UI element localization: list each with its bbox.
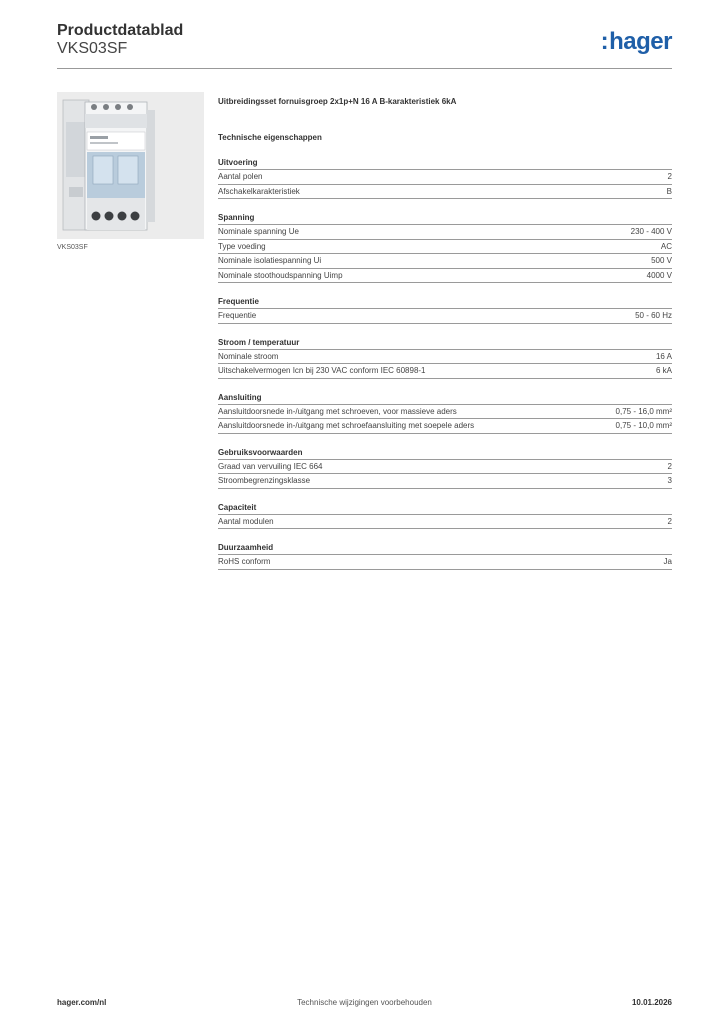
- spec-row: [218, 225, 672, 240]
- spec-group: [218, 447, 672, 489]
- page-footer: [57, 998, 672, 1010]
- spec-group: [218, 296, 672, 324]
- spec-row: [218, 350, 672, 365]
- spec-row: [218, 170, 672, 185]
- footer-website: hager.com/nl: [57, 998, 107, 1007]
- spec-label: Aantal modulen: [218, 516, 274, 526]
- hager-logo: [601, 28, 672, 56]
- page-header: [57, 20, 672, 70]
- spec-value: 230 - 400 V: [630, 227, 672, 236]
- spec-row: [218, 419, 672, 434]
- product-code: VKS03SF: [57, 40, 128, 57]
- spec-row: [218, 254, 672, 269]
- product-description: Uitbreidingsset fornuisgroep 2x1p+N 16 A B-karakteristiek 6kA: [218, 97, 457, 106]
- spec-value: 2: [667, 461, 672, 471]
- spec-group-title: Duurzaamheid: [218, 542, 672, 555]
- spec-label: Aantal polen: [218, 172, 263, 181]
- spec-group-title: Frequentie: [218, 296, 672, 309]
- spec-label: Uitschakelvermogen Icn bij 230 VAC conform IEC 60898-1: [218, 366, 426, 375]
- spec-row: [218, 405, 672, 420]
- spec-row: [218, 515, 672, 530]
- spec-row: [218, 460, 672, 475]
- specifications: [218, 96, 672, 570]
- spec-value: 4000 V: [646, 270, 672, 280]
- spec-label: Graad van vervuiling IEC 664: [218, 461, 323, 471]
- logo-text: hager: [609, 28, 672, 55]
- spec-group-title: Aansluiting: [218, 392, 672, 405]
- spec-row: [218, 185, 672, 200]
- spec-group: [218, 212, 672, 283]
- spec-label: Nominale spanning Ue: [218, 227, 299, 236]
- spec-row: [218, 240, 672, 255]
- spec-value: 6 kA: [655, 366, 672, 375]
- spec-row: [218, 364, 672, 379]
- document-title: Productdatablad: [57, 22, 184, 39]
- spec-group-title: Uitvoering: [218, 157, 672, 170]
- footer-notice: Technische wijzigingen voorbehouden: [297, 998, 432, 1007]
- footer-date: 10.01.2026: [631, 998, 672, 1007]
- spec-group: [218, 157, 672, 199]
- spec-group-title: Capaciteit: [218, 502, 672, 515]
- spec-label: Aansluitdoorsnede in-/uitgang met schroefaansluiting met soepele aders: [218, 421, 475, 430]
- spec-label: Stroombegrenzingsklasse: [218, 476, 311, 485]
- spec-label: Type voeding: [218, 241, 266, 251]
- spec-value: Ja: [663, 557, 672, 566]
- spec-value: 2: [667, 172, 672, 181]
- spec-value: 3: [667, 476, 672, 485]
- section-heading: Technische eigenschappen: [218, 133, 322, 142]
- spec-group-title: Gebruiksvoorwaarden: [218, 447, 672, 460]
- logo-prefix: :: [600, 28, 609, 55]
- circuit-breaker-illustration: [57, 92, 204, 239]
- spec-label: Nominale stoothoudspanning Uimp: [218, 270, 343, 280]
- spec-value: 2: [667, 516, 672, 526]
- spec-row: [218, 474, 672, 489]
- spec-group: [218, 542, 672, 570]
- spec-value: AC: [660, 241, 672, 251]
- spec-value: 0,75 - 10,0 mm²: [615, 421, 672, 430]
- spec-label: Aansluitdoorsnede in-/uitgang met schroeven, voor massieve aders: [218, 406, 457, 416]
- spec-group: [218, 502, 672, 530]
- spec-row: [218, 309, 672, 324]
- spec-value: 16 A: [655, 351, 672, 361]
- spec-label: Afschakelkarakteristiek: [218, 186, 300, 196]
- spec-label: Nominale isolatiespanning Ui: [218, 256, 322, 265]
- spec-row: [218, 269, 672, 284]
- spec-value: B: [666, 186, 672, 196]
- spec-label: Nominale stroom: [218, 351, 279, 361]
- spec-group: [218, 337, 672, 379]
- spec-groups: [218, 157, 672, 570]
- spec-row: [218, 555, 672, 570]
- spec-value: 0,75 - 16,0 mm²: [615, 406, 672, 416]
- spec-label: Frequentie: [218, 311, 257, 320]
- spec-group: [218, 392, 672, 434]
- spec-group-title: Spanning: [218, 212, 672, 225]
- spec-value: 500 V: [651, 256, 672, 265]
- spec-group-title: Stroom / temperatuur: [218, 337, 672, 350]
- spec-label: RoHS conform: [218, 557, 271, 566]
- product-image: [57, 92, 204, 239]
- spec-value: 50 - 60 Hz: [635, 311, 672, 320]
- image-caption: VKS03SF: [57, 244, 88, 251]
- header-divider: [57, 68, 672, 69]
